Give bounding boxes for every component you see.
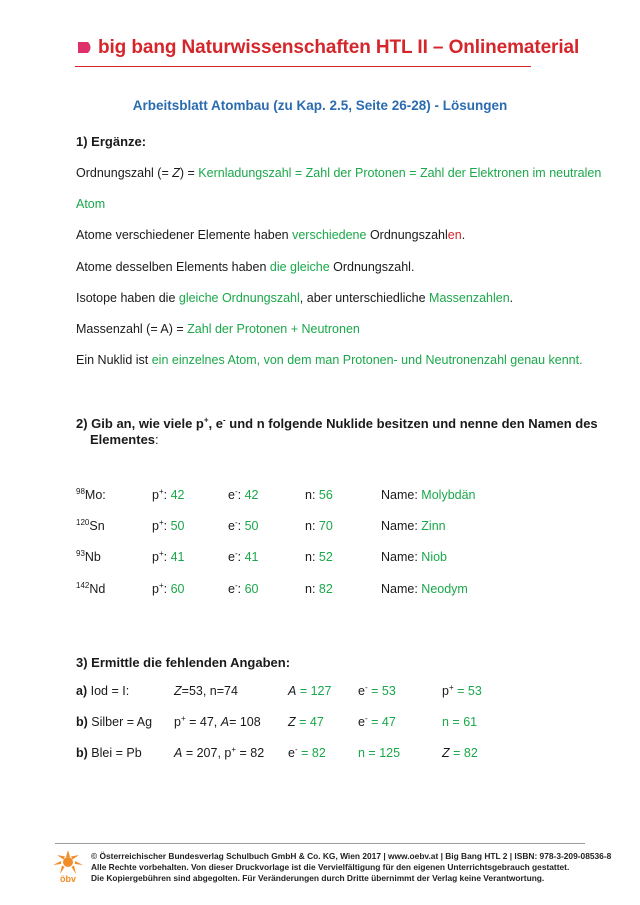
element-label: b) Silber = Ag: [76, 715, 153, 729]
section-1-heading: 1) Ergänze:: [76, 134, 147, 149]
element-name: Name: Niob: [381, 550, 448, 564]
line-verschiedene-elemente: Atome verschiedener Elemente haben verschiedene Ordnungszahlen.: [76, 228, 466, 242]
neutron-count: n: 82: [305, 582, 333, 596]
answer: ein einzelnes Atom, von dem man Protonen- und Neutronenzahl genau kennt.: [151, 353, 583, 367]
answer: Kernladungszahl = Zahl der Protonen = Zahl der Elektronen im neutralen: [198, 166, 602, 180]
element-name: Name: Molybdän: [381, 488, 476, 502]
nuclide-symbol: $^{98}$Mo:: [76, 486, 106, 502]
arrow-bullet-icon: [76, 41, 94, 54]
line-massenzahl: Massenzahl (= A) = Zahl der Protonen + Neutronen: [76, 322, 360, 336]
mass-number: A = 127: [288, 684, 332, 698]
oebv-logo-icon: [52, 850, 84, 884]
given-values: Z=53, n=74: [174, 684, 238, 698]
electron-count: e- = 53: [358, 682, 396, 698]
proton-count: p+: 50: [152, 517, 185, 533]
svg-text:öbv: öbv: [59, 874, 77, 884]
line-ordnungszahl: Ordnungszahl (= Z) = Kernladungszahl = Zahl der Protonen = Zahl der Elektronen im neutralen: [76, 166, 602, 180]
line-nuklid: Ein Nuklid ist ein einzelnes Atom, von dem man Protonen- und Neutronenzahl genau kennt.: [76, 353, 583, 367]
answer: verschiedene: [292, 228, 367, 242]
answer: die gleiche: [269, 260, 330, 274]
electron-count: e- = 47: [358, 713, 396, 729]
element-label: b) Blei = Pb: [76, 746, 142, 760]
proton-count: p+: 60: [152, 580, 185, 596]
neutron-count: n: 52: [305, 550, 333, 564]
nuclide-symbol: $^{142}$Nd: [76, 580, 106, 596]
electron-count: e-: 60: [228, 580, 259, 596]
proton-count: p+: 42: [152, 486, 185, 502]
header-title: big bang Naturwissenschaften HTL II – Onlinematerial: [98, 37, 580, 58]
neutron-count: n = 61: [442, 715, 478, 729]
footer-divider: [55, 843, 585, 844]
atomic-number: Z = 82: [442, 746, 478, 760]
section-2-heading: 2) Gib an, wie viele p+, e- und n folgende Nuklide besitzen und nenne den Namen des: [76, 415, 598, 431]
neutron-count: n: 70: [305, 519, 333, 533]
line-ordnungszahl-cont: [76, 197, 105, 211]
electron-count: e-: 41: [228, 548, 259, 564]
answer: Massenzahlen: [429, 291, 510, 305]
line-isotope: Isotope haben die gleiche Ordnungszahl, aber unterschiedliche Massenzahlen.: [76, 291, 514, 305]
proton-count: p+: 41: [152, 548, 185, 564]
element-label: a) Iod = I:: [76, 684, 130, 698]
answer: Zahl der Protonen + Neutronen: [187, 322, 360, 336]
atomic-number: Z = 47: [288, 715, 324, 729]
neutron-count: n: 56: [305, 488, 333, 502]
header-divider: [75, 66, 531, 67]
answer: gleiche Ordnungszahl: [178, 291, 300, 305]
line-gleiche-elemente: Atome desselben Elements haben die gleiche Ordnungszahl.: [76, 260, 415, 274]
section-3-heading: 3) Ermittle die fehlenden Angaben:: [76, 655, 291, 670]
nuclide-symbol: $^{93}$Nb: [76, 548, 101, 564]
section-2-heading-cont: Elementes:: [90, 432, 159, 447]
electron-count: e- = 82: [288, 744, 326, 760]
answer-suffix: en: [447, 228, 462, 242]
element-name: Name: Zinn: [381, 519, 446, 533]
worksheet-title: Arbeitsblatt Atombau (zu Kap. 2.5, Seite 26-28) - Lösungen: [132, 98, 508, 113]
answer: Atom: [76, 197, 106, 211]
electron-count: e-: 42: [228, 486, 259, 502]
given-values: p+ = 47, A= 108: [174, 713, 261, 729]
electron-count: e-: 50: [228, 517, 259, 533]
given-values: A = 207, p+ = 82: [174, 744, 265, 760]
neutron-count: n = 125: [358, 746, 401, 760]
element-name: Name: Neodym: [381, 582, 468, 596]
nuclide-symbol: $^{120}$Sn: [76, 517, 105, 533]
footer-copyright: © Österreichischer Bundesverlag Schulbuch GmbH & Co. KG, Wien 2017 | www.oebv.at | Big Bang HTL 2 | ISBN: 978-3-209-08536-8 Alle Rechte vorbehalten. Von dieser Druckvorlage ist die Vervielfältigung für den eigenen Unterrichtsgebrauch gestattet. Die Kopiergebühren sind abgegolten. Für Veränderungen durch Dritte übernimmt der Verlag keine Verantwortung.: [91, 851, 612, 883]
proton-count: p+ = 53: [442, 682, 482, 698]
